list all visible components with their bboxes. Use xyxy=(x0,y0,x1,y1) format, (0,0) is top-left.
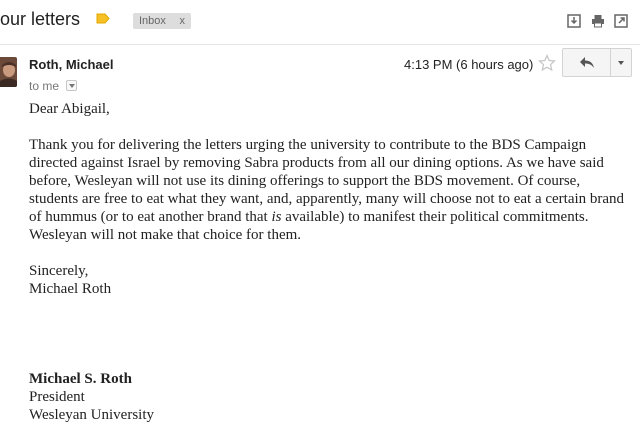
inbox-label-chip[interactable] xyxy=(133,13,191,29)
more-actions-button[interactable] xyxy=(611,49,631,76)
label-tag-icon[interactable] xyxy=(96,13,110,24)
remove-label-button[interactable]: x xyxy=(179,15,185,27)
sender-avatar[interactable] xyxy=(0,57,17,87)
message-body xyxy=(29,100,629,424)
sender-name[interactable]: Roth, Michael xyxy=(29,57,114,72)
inbox-label-text: Inbox xyxy=(139,15,166,27)
closing: Sincerely, xyxy=(29,263,89,279)
reply-button[interactable] xyxy=(563,49,611,76)
signature-organization: Wesleyan University xyxy=(29,407,155,423)
print-icon[interactable] xyxy=(591,14,605,28)
download-icon[interactable] xyxy=(567,14,581,28)
conversation-header xyxy=(0,0,640,45)
new-window-icon[interactable] xyxy=(614,14,628,28)
body-paragraph-text: Thank you for delivering the letters urging the university to contribute to the BDS Campaign directed against Israel by removing Sabra products from all our dining options. As we have said before, Wesleyan will not use its dining offerings to support the BDS movement. Of course, students are free to eat what they want, and, apparently, many will choose not to eat a certain brand of hummus (or to eat another brand that xyxy=(29,137,625,225)
italic-word: is xyxy=(271,209,282,225)
show-details-dropdown[interactable] xyxy=(66,80,77,91)
signature-title: President xyxy=(29,389,85,405)
body-paragraph-text-end: available) to manifest their political commitments. Wesleyan will not make that choice for them. xyxy=(29,209,589,243)
body-paragraph xyxy=(29,136,629,244)
reply-button-group xyxy=(562,48,632,77)
star-icon[interactable] xyxy=(538,54,556,72)
signature-name: Michael S. Roth xyxy=(29,371,132,387)
recipient-label: to me xyxy=(29,79,60,93)
closing-name: Michael Roth xyxy=(29,281,112,297)
subject-title: our letters xyxy=(0,9,81,29)
greeting: Dear Abigail, xyxy=(29,101,110,117)
message-timestamp: 4:13 PM (6 hours ago) xyxy=(404,57,534,72)
